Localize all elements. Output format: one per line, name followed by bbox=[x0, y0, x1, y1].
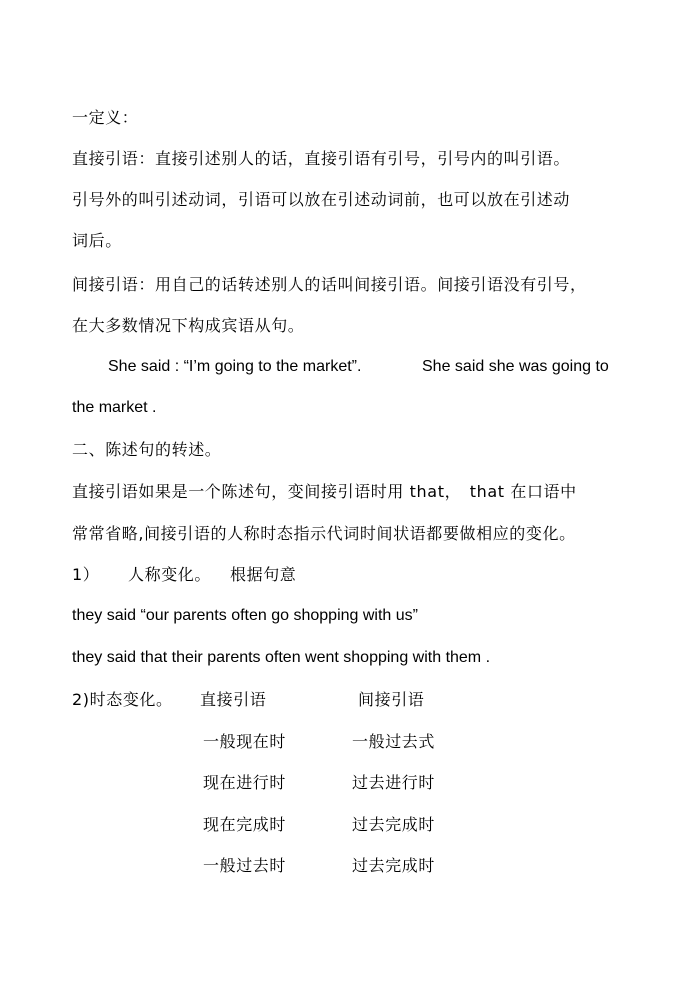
direct-speech-definition-end: 词后。 bbox=[72, 231, 122, 250]
table-header-direct: 直接引语 bbox=[200, 690, 267, 709]
tense-direct-4: 一般过去时 bbox=[203, 856, 287, 875]
heading-definition: 一定义： bbox=[72, 108, 139, 127]
example2-direct-sentence: they said “our parents often go shopping with us” bbox=[72, 607, 418, 624]
tense-direct-1: 一般现在时 bbox=[203, 732, 287, 751]
item1-number: 1） bbox=[72, 565, 100, 584]
tense-direct-3: 现在完成时 bbox=[203, 815, 287, 834]
direct-speech-definition-continued: 引号外的叫引述动词，引语可以放在引述动词前，也可以放在引述动 bbox=[72, 190, 571, 209]
indirect-speech-definition-continued: 在大多数情况下构成宾语从句。 bbox=[72, 316, 305, 335]
tense-indirect-2: 过去进行时 bbox=[352, 773, 436, 792]
tense-indirect-4: 过去完成时 bbox=[352, 856, 436, 875]
direct-speech-definition: 直接引语：直接引述别人的话，直接引语有引号，引号内的叫引语。 bbox=[72, 149, 571, 168]
item1-title: 人称变化。 bbox=[128, 565, 212, 584]
heading-statement-conversion: 二、陈述句的转述。 bbox=[72, 440, 222, 459]
example-indirect-sentence-end: the market . bbox=[72, 399, 157, 416]
tense-indirect-1: 一般过去式 bbox=[352, 732, 436, 751]
example2-indirect-sentence: they said that their parents often went shopping with them . bbox=[72, 649, 491, 666]
table-header-indirect: 间接引语 bbox=[358, 690, 425, 709]
tense-direct-2: 现在进行时 bbox=[203, 773, 287, 792]
tense-indirect-3: 过去完成时 bbox=[352, 815, 436, 834]
item1-note: 根据句意 bbox=[230, 565, 297, 584]
example-indirect-sentence: She said she was going to bbox=[422, 358, 609, 375]
statement-rule: 直接引语如果是一个陈述句，变间接引语时用 that， that 在口语中 bbox=[72, 482, 577, 501]
indirect-speech-definition: 间接引语：用自己的话转述别人的话叫间接引语。间接引语没有引号， bbox=[72, 275, 587, 294]
example-direct-sentence: She said : “I’m going to the market”. bbox=[108, 358, 362, 375]
item2-label: 2)时态变化。 bbox=[72, 690, 173, 709]
statement-rule-continued: 常常省略,间接引语的人称时态指示代词时间状语都要做相应的变化。 bbox=[72, 524, 576, 543]
